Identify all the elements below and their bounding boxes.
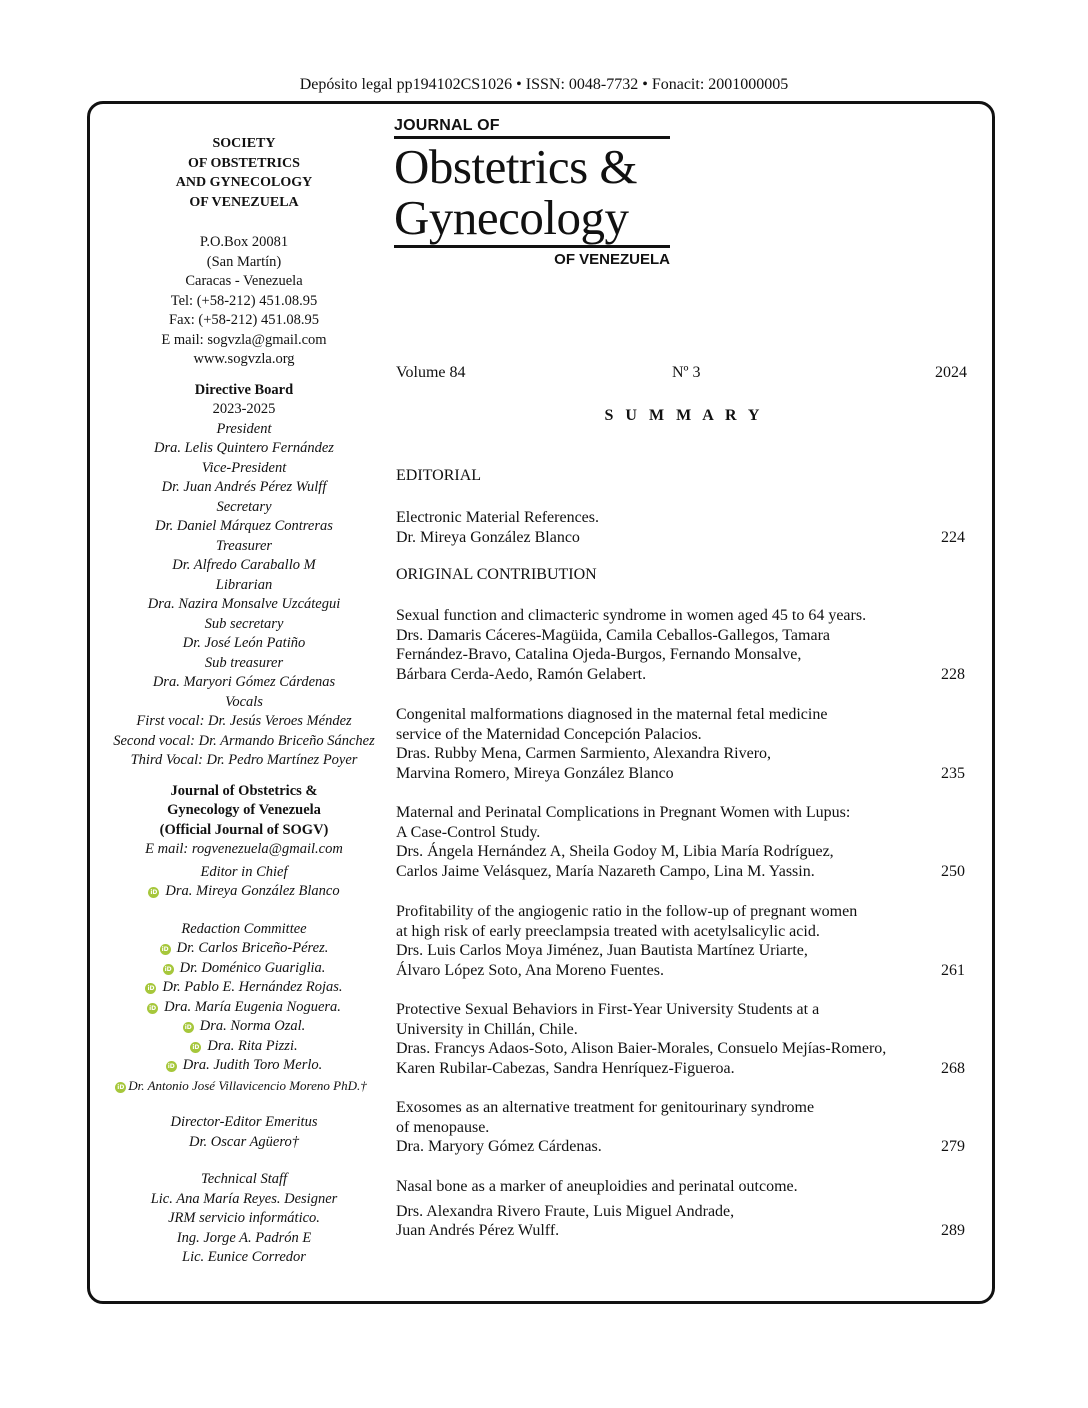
issue-number: Nº 3 — [672, 364, 701, 381]
orcid-icon[interactable]: iD — [161, 946, 169, 953]
masthead-rule — [394, 245, 670, 248]
committee-member: iD Dr. Doménico Guariglia. — [164, 959, 326, 976]
toc-entry[interactable]: Profitability of the angiogenic ratio in the follow-up of pregnant women at high risk of early preeclampsia treated with acetylsalicylic acid. Drs. Luis Carlos Moya Jiménez, Juan Bautista Martínez Uriarte, Álvaro López Soto, Ana Moreno Fuentes. 261 — [396, 903, 965, 979]
toc-entry[interactable]: Sexual function and climacteric syndrome in women aged 45 to 64 years. Drs. Damaris Cáceres-Magüida, Camila Ceballos-Gallegos, Tamara Fernández-Bravo, Catalina Ojeda-Burgos, Fernando Monsalve, Bárbara Cerda-Aedo, Ramón Gelabert. 228 — [396, 607, 965, 683]
committee-member: iD Dra. Norma Ozal. — [184, 1018, 306, 1034]
editor-in-chief: iD Dra. Mireya González Blanco — [150, 883, 340, 899]
section-original-contribution: ORIGINAL CONTRIBUTION — [396, 566, 597, 583]
orcid-icon[interactable]: iD — [150, 889, 158, 896]
society-name: SOCIETY OF OBSTETRICS AND GYNECOLOGY OF VENEZUELA — [175, 136, 313, 210]
page-number: 224 — [941, 528, 965, 546]
masthead-title: Obstetrics & Gynecology — [394, 139, 638, 245]
society-email: E mail: sogvzla@gmail.com — [161, 331, 327, 348]
page-number: 250 — [941, 862, 965, 880]
legal-deposit-line: Depósito legal pp194102CS1026 • ISSN: 0048-7732 • Fonacit: 2001000005 — [299, 76, 789, 93]
masthead-top: JOURNAL OF — [394, 117, 500, 134]
page-number: 261 — [941, 961, 965, 979]
masthead-bottom: OF VENEZUELA — [554, 251, 670, 268]
committee-member: iD Dr. Antonio José Villavicencio Moreno PhD.† — [117, 1077, 367, 1093]
page-number: 279 — [941, 1138, 965, 1155]
page-number: 228 — [941, 665, 965, 683]
orcid-icon[interactable]: iD — [149, 1004, 157, 1012]
toc-entry[interactable]: Protective Sexual Behaviors in First-Year University Students at a University in Chillán, Chile. Dras. Francys Adaos-Soto, Alison Baier-Morales, Consuelo Mejías-Romero, Karen Rubilar-Cabezas, Sandra Henríquez-Figueroa. 268 — [396, 1001, 965, 1077]
toc-entry[interactable]: Congenital malformations diagnosed in the maternal fetal medicine service of the Maternidad Concepción Palacios. Dras. Rubby Mena, Carmen Sarmiento, Alexandra Rivero, Marvina Romero, Mireya González Blanco 235 — [396, 706, 965, 782]
committee-member: iD Dr. Carlos Briceño-Pérez. — [161, 940, 329, 956]
toc-entry[interactable]: Maternal and Perinatal Complications in Pregnant Women with Lupus: A Case-Control Study. Drs. Ángela Hernández A, Sheila Godoy M, Libia María Rodríguez, Carlos Jaime Velásquez, María Nazareth Campo, Lina M. Yassin. 250 — [396, 804, 965, 880]
journal-info: Journal of Obstetrics & Gynecology of Venezuela (Official Journal of SOGV) E mail: rogvenezuela@gmail.com Editor in Chief iD Dra. Mireya González Blanco Redaction Committee iD Dr. Carlos Briceño-Pérez. iD Dr. Doménico Guariglia. iD Dr. Pablo E. Hernández Rojas. iD Dra. María Eugenia Noguera. iD Dra. Norma Ozal. iD Dra. Rita Pizzi. iD Dra. Judith Toro Merlo. iD Dr. Antonio José Villavicencio Moreno PhD.† Director-Editor Emeritus Dr. Oscar Agüero† Technical Staff Lic. Ana María Reyes. Designer JRM servicio informático. Ing. Jorge A. Padrón E Lic. Eunice Corredor — [100, 782, 388, 1268]
toc-entry[interactable]: Exosomes as an alternative treatment for genitourinary syndrome of menopause. Dra. Maryory Gómez Cárdenas. 279 — [396, 1099, 965, 1155]
board-title: Directive Board — [194, 381, 294, 398]
toc-entry[interactable]: Electronic Material References. Dr. Mireya González Blanco 224 — [396, 509, 965, 546]
orcid-icon[interactable]: iD — [192, 1043, 200, 1051]
society-website: www.sogvzla.org — [193, 351, 295, 367]
society-address: P.O.Box 20081 (San Martín) Caracas - Venezuela Tel: (+58-212) 451.08.95 Fax: (+58-212) 451.08.95 E mail: sogvzla@gmail.com www.sogvzla.org — [100, 233, 388, 370]
orcid-icon[interactable]: iD — [167, 1063, 175, 1070]
issue-year: 2024 — [935, 364, 967, 381]
committee-member: iD Dra. Judith Toro Merlo. — [167, 1057, 323, 1073]
page-number: 289 — [941, 1222, 965, 1239]
committee-member: iD Dr. Pablo E. Hernández Rojas. — [147, 979, 343, 995]
orcid-icon[interactable]: iD — [117, 1083, 125, 1091]
page-number: 235 — [941, 764, 965, 782]
committee-member: iD Dra. María Eugenia Noguera. — [149, 998, 341, 1015]
committee-member: iD Dra. Rita Pizzi. — [192, 1037, 298, 1054]
page-number: 268 — [941, 1059, 965, 1077]
journal-email: E mail: rogvenezuela@gmail.com — [145, 841, 343, 857]
orcid-icon[interactable]: iD — [164, 965, 172, 973]
journal-masthead — [394, 116, 672, 270]
summary-title: S U M M A R Y — [604, 407, 764, 424]
board-years: 2023-2025 — [212, 401, 276, 417]
orcid-icon[interactable]: iD — [184, 1024, 192, 1031]
toc-entry[interactable]: Nasal bone as a marker of aneuploidies and perinatal outcome. Drs. Alexandra Rivero Fraute, Luis Miguel Andrade, Juan Andrés Pérez Wulff. 289 — [396, 1178, 965, 1239]
section-editorial: EDITORIAL — [396, 467, 482, 484]
orcid-icon[interactable]: iD — [147, 985, 155, 992]
left-column — [100, 134, 388, 1268]
volume: Volume 84 — [396, 364, 466, 381]
directive-board: Directive Board 2023-2025 President Dra. Lelis Quintero Fernández Vice-President Dr. Juan Andrés Pérez Wulff Secretary Dr. Daniel Márquez Contreras Treasurer Dr. Alfredo Caraballo M Librarian Dra. Nazira Monsalve Uzcátegui Sub secretary Dr. José León Patiño Sub treasurer Dra. Maryori Gómez Cárdenas Vocals First vocal: Dr. Jesús Veroes Méndez Second vocal: Dr. Armando Briceño Sánchez Third Vocal: Dr. Pedro Martínez Poyer — [100, 381, 388, 771]
